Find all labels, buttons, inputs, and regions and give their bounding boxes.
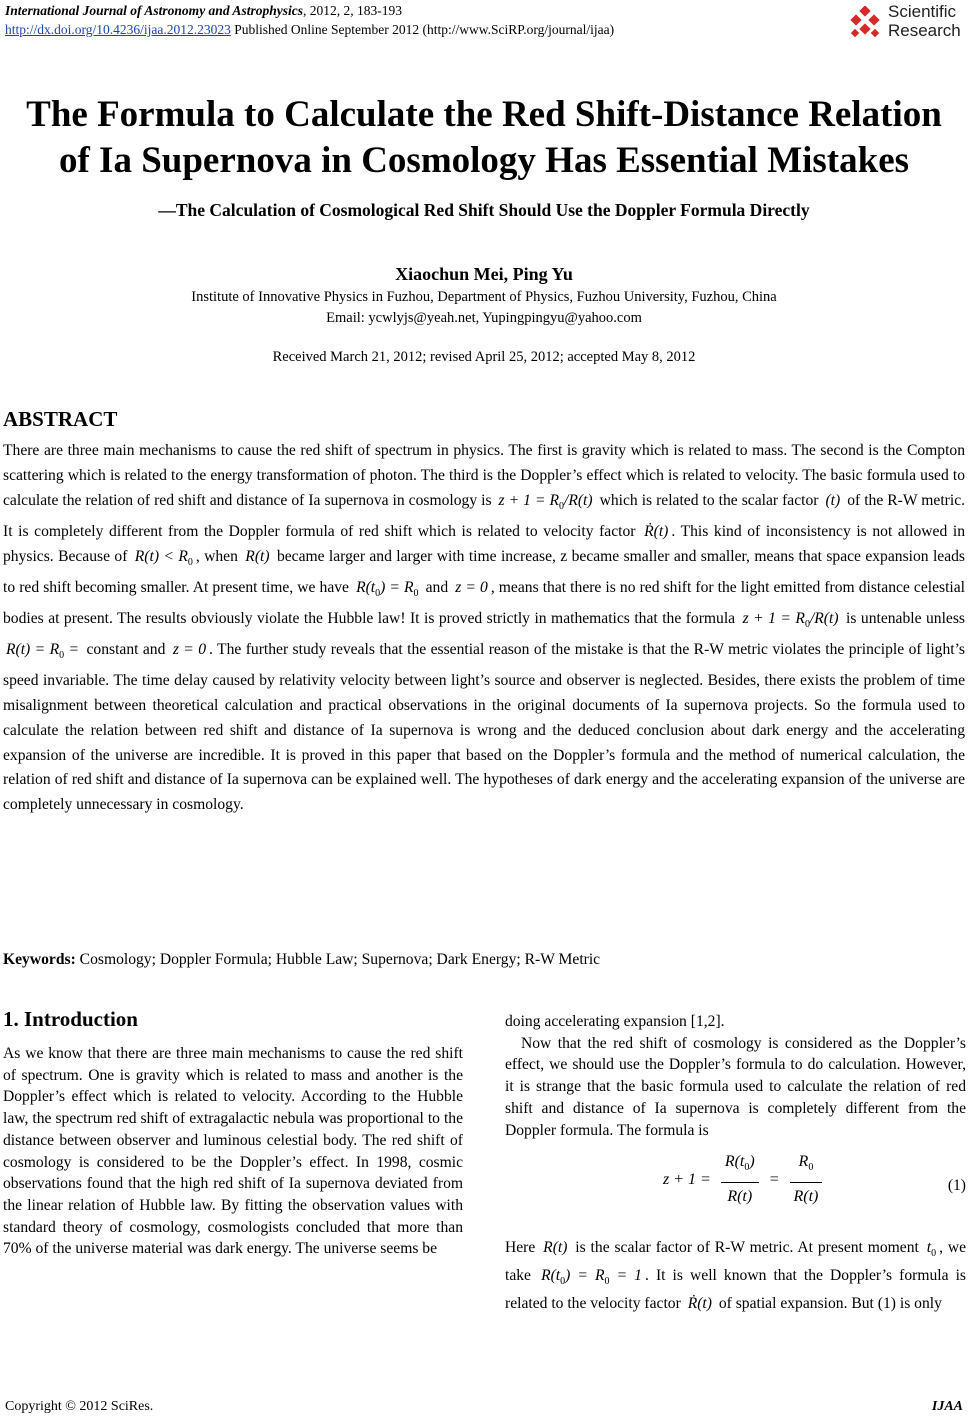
journal-volume: , 2012, 2, 183-193 bbox=[302, 3, 402, 18]
introduction-right-column bbox=[505, 1011, 966, 1315]
formula-inequality: $R(t) < R_0$ bbox=[134, 547, 193, 568]
formula-rt-intro: R(t) bbox=[543, 1239, 568, 1257]
formula-redshift-2: $z + 1 = R_0/R(t)$ bbox=[742, 609, 839, 630]
keywords-text: Cosmology; Doppler Formula; Hubble Law; Supernova; Dark Energy; R-W Metric bbox=[79, 951, 601, 968]
journal-abbreviation: IJAA bbox=[931, 1399, 963, 1414]
paper-subtitle: —The Calculation of Cosmological Red Shift Should Use the Doppler Formula Directly bbox=[158, 200, 810, 220]
doi-link[interactable]: http://dx.doi.org/10.4236/ijaa.2012.23023 bbox=[5, 22, 231, 37]
logo-line1: Scientific bbox=[888, 2, 957, 21]
formula-rt0: $R(t_0) = R_0$ bbox=[356, 578, 419, 599]
eq-denominator-1: R(t) bbox=[721, 1182, 759, 1208]
abstract-body: There are three main mechanisms to cause the red shift of spectrum in physics. The first is gravity which is related to mass. The second is the Compton scattering which is related to the energy transformation of photon. The third is the Doppler’s effect which is related to velocity. The basic formula used to calculate the relation of red shift and distance of Ia supernova in cosmology is $z + 1 = R_0/R(t)$ which is related to the scalar factor (t) of the R-W metric. It is completely different from the Doppler formula of red shift which is related to velocity factor Ṙ(t) . This kind of inconsistency is not allowed in physics. Because of $R(t) < R_0$ , when R(t) became larger and larger with time increase, z became smaller and smaller, means that space expansion leads to red shift becoming smaller. At present time, we have $R(t_0) = R_0$ and z = 0 , means that there is no red shift for the light emitted from distance celestial bodies at present. The results obviously violate the Hubble law! It is proved strictly in mathematics that the formula $z + 1 = R_0/R(t)$ is untenable unless $R(t) = R_0$ = constant and z = 0 . The further study reveals that the essential reason of the mistake is that the R-W metric violates the principle of light’s speed invariable. The time delay caused by relativity velocity between light’s source and observer is neglected. Besides, there exists the problem of time misalignment between theoretical calculation and practical observations in the original documents of Ia supernova projects. So the formula used to calculate the relation between red shift and distance of Ia supernova is wrong and the deduced conclusion about dark energy and the accelerating expansion of the universe are incredible. It is proved in this paper that based on the Doppler’s formula and the method of numerical calculation, the relation of red shift and distance of Ia supernova can be explained well. The hypotheses of dark energy and the accelerating expansion of the universe are completely unnecessary in cosmology. bbox=[3, 442, 966, 814]
title-line1: The Formula to Calculate the Red Shift-Distance Relation bbox=[26, 94, 942, 135]
published-online: Published Online September 2012 (http://www.SciRP.org/journal/ijaa) bbox=[234, 22, 615, 37]
formula-rdot: Ṙ(t) bbox=[644, 522, 669, 540]
formula-z0-2: z = 0 bbox=[172, 640, 207, 658]
intro-paragraph-1: doing accelerating expansion [1,2]. bbox=[505, 1013, 725, 1030]
equation-body bbox=[663, 1151, 828, 1208]
keywords-label: Keywords: bbox=[3, 951, 76, 968]
formula-r-normalized: $R(t_0) = R_0 = 1$ bbox=[541, 1267, 642, 1288]
paper-title bbox=[0, 92, 968, 184]
eq-numerator-1: $R(t_0)$ bbox=[724, 1153, 755, 1174]
equation-number: (1) bbox=[947, 1177, 966, 1195]
introduction-left-column: As we know that there are three main mechanisms to cause the red shift of spectrum. One is gravity which is related to mass and another is the Doppler’s effect which is related to velocity. According to the Hubble law, the spectrum red shift of extragalactic nebula was proportional to the distance between observer and luminous celestial body. The red shift of cosmology is considered to be the Doppler’s effect. In 1998, cosmic observations found that the high red shift of Ia supernova deviated from the linear relation of Hubble law. By fitting the observation values with standard theory of cosmology, cosmologists concluded that more than 70% of the universe material was dark energy. The universe seems be bbox=[3, 1045, 463, 1258]
authors: Xiaochun Mei, Ping Yu bbox=[395, 264, 573, 284]
affiliation: Institute of Innovative Physics in Fuzhou, Department of Physics, Fuzhou University, Fuzhou, China bbox=[191, 289, 777, 305]
section-heading-introduction: 1. Introduction bbox=[3, 1007, 138, 1031]
formula-t: (t) bbox=[825, 491, 841, 509]
keywords bbox=[3, 951, 600, 969]
formula-rt: R(t) bbox=[245, 547, 270, 565]
formula-rdot-intro: Ṙ(t) bbox=[687, 1294, 712, 1312]
eq-fraction-1 bbox=[721, 1151, 759, 1208]
scientific-research-logo-icon bbox=[848, 6, 882, 40]
logo-line2: Research bbox=[888, 21, 961, 40]
email: Email: ycwlyjs@yeah.net, Yupingpingyu@yahoo.com bbox=[326, 310, 642, 326]
eq-numerator-2: $R_0$ bbox=[798, 1153, 814, 1174]
intro-paragraph-3: Here R(t) is the scalar factor of R-W metric. At present moment $t_0$ , we take $R(t_0) = R_0 = 1$ . It is well known that the Doppler’s formula is related to the velocity factor Ṙ(t) of spatial expansion. But (1) is only bbox=[505, 1239, 967, 1312]
copyright: Copyright © 2012 SciRes. bbox=[5, 1399, 154, 1414]
received-dates: Received March 21, 2012; revised April 25, 2012; accepted May 8, 2012 bbox=[272, 349, 696, 365]
formula-redshift: $z + 1 = R_0/R(t)$ bbox=[498, 491, 593, 512]
formula-t0: $t_0$ bbox=[926, 1239, 937, 1260]
eq-equals: = bbox=[768, 1170, 780, 1188]
journal-header bbox=[5, 3, 402, 19]
journal-name: International Journal of Astronomy and Astrophysics bbox=[5, 3, 303, 18]
publisher-logo bbox=[848, 2, 966, 44]
formula-constant: $R(t) = R_0$ = bbox=[6, 640, 80, 661]
logo-text bbox=[888, 2, 961, 40]
doi-line bbox=[5, 22, 614, 38]
eq-denominator-2: R(t) bbox=[790, 1182, 823, 1208]
title-line2: of Ia Supernova in Cosmology Has Essential Mistakes bbox=[58, 140, 910, 181]
eq-fraction-2 bbox=[790, 1151, 823, 1208]
formula-z0: z = 0 bbox=[455, 578, 488, 596]
equation-1 bbox=[505, 1145, 966, 1237]
eq-lhs: z + 1 = bbox=[663, 1170, 711, 1188]
abstract-heading: ABSTRACT bbox=[3, 407, 118, 431]
intro-paragraph-2: Now that the red shift of cosmology is considered as the Doppler’s effect, we should use the Doppler’s formula to do calculation. However, it is strange that the basic formula used to calculate the relation of red shift and distance of Ia supernova is completely different from the Doppler formula. The formula is bbox=[505, 1034, 966, 1139]
